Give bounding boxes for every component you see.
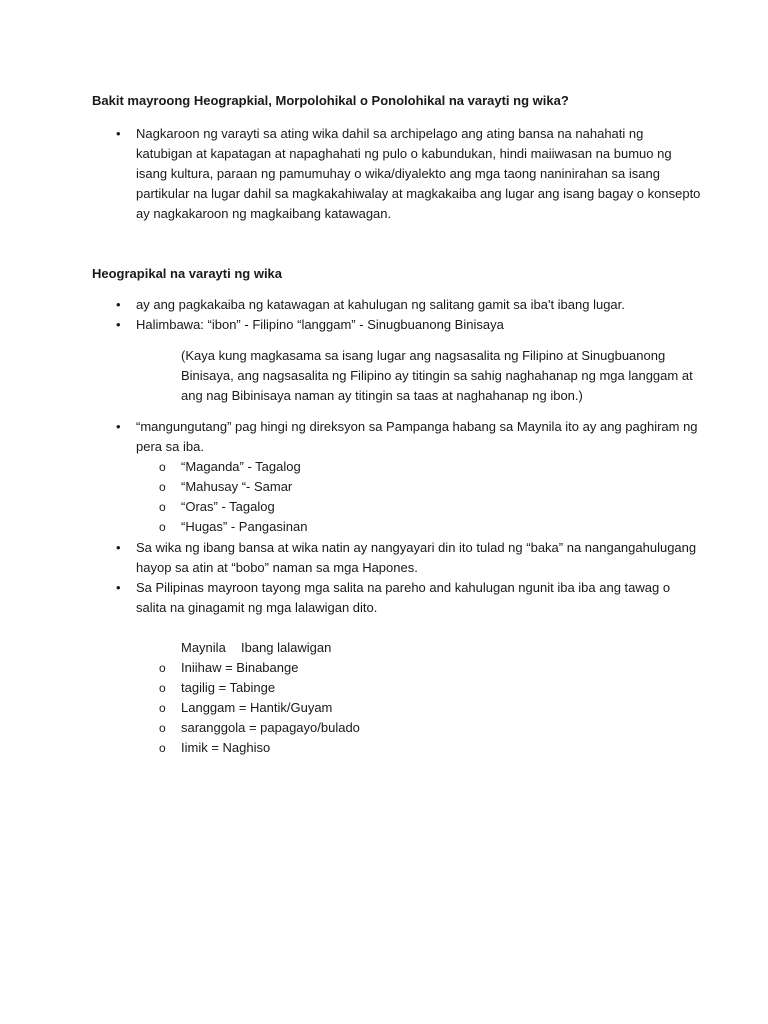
sub-bullet-icon: o <box>159 741 166 755</box>
bullet-icon: • <box>116 580 121 595</box>
sub-bullet-icon: o <box>159 500 166 514</box>
paragraph-line: partikular na lugar dahil sa magkakahiwalay at magkakaiba ang lugar ang isang bagay o konsepto <box>136 186 701 201</box>
list-item: “mangungutang” pag hingi ng direksyon sa Pampanga habang sa Maynila ito ay ang paghiram ng <box>136 419 698 434</box>
paragraph-line: Nagkaroon ng varayti sa ating wika dahil sa archipelago ang ating bansa na nahahati ng <box>136 126 644 141</box>
sub-bullet-icon: o <box>159 681 166 695</box>
sub-list-item: Iimik = Naghiso <box>181 740 271 755</box>
sub-list-item: tagilig = Tabinge <box>181 680 276 695</box>
sub-list-item: “Hugas” - Pangasinan <box>181 519 308 534</box>
sub-list-item: saranggola = papagayo/bulado <box>181 720 360 735</box>
sub-list-item: “Mahusay “- Samar <box>181 479 293 494</box>
paragraph-line: ay nagkakaroon ng magkaibang katawagan. <box>136 206 392 221</box>
sub-bullet-icon: o <box>159 480 166 494</box>
bullet-icon: • <box>116 126 121 141</box>
list-item: pera sa iba. <box>136 439 204 454</box>
sub-list-item: “Maganda” - Tagalog <box>181 459 301 474</box>
bullet-icon: • <box>116 540 121 555</box>
sub-bullet-icon: o <box>159 460 166 474</box>
paragraph-line: katubigan at kapatagan at napaghahati ng pulo o kabundukan, hindi maiiwasan na bumuo ng <box>136 146 672 161</box>
sub-bullet-icon: o <box>159 661 166 675</box>
sub-bullet-icon: o <box>159 520 166 534</box>
sub-list-item: Langgam = Hantik/Guyam <box>181 700 333 715</box>
list-item: ay ang pagkakaiba ng katawagan at kahulugan ng salitang gamit sa iba't ibang lugar. <box>136 297 625 312</box>
note-line: Binisaya, ang nagsasalita ng Filipino ay titingin sa sahig naghahanap ng mga langgam at <box>181 368 693 383</box>
sub-bullet-icon: o <box>159 701 166 715</box>
column-header-ibang-lalawigan: Ibang lalawigan <box>241 640 332 655</box>
note-line: ang nag Bibinisaya naman ay titingin sa taas at naghahanap ng ibon.) <box>181 388 583 403</box>
list-item: Sa wika ng ibang bansa at wika natin ay nangyayari din ito tulad ng “baka” na nangangahulugang <box>136 540 697 555</box>
note-line: (Kaya kung magkasama sa isang lugar ang nagsasalita ng Filipino at Sinugbuanong <box>181 348 666 363</box>
sub-list-item: Iniihaw = Binabange <box>181 660 299 675</box>
sub-list-item: “Oras” - Tagalog <box>181 499 275 514</box>
bullet-icon: • <box>116 419 121 434</box>
paragraph-line: isang kultura, paraan ng pamumuhay o wika/diyalekto ang mga taong naninirahan sa isang <box>136 166 660 181</box>
list-item: Sa Pilipinas mayroon tayong mga salita na pareho and kahulugan ngunit iba iba ang tawag o <box>136 580 671 595</box>
section-heading-heograpikal: Heograpikal na varayti ng wika <box>92 266 283 281</box>
sub-bullet-icon: o <box>159 721 166 735</box>
bullet-icon: • <box>116 317 121 332</box>
bullet-icon: • <box>116 297 121 312</box>
column-header-maynila: Maynila <box>181 640 226 655</box>
section-heading-varayti: Bakit mayroong Heograpkial, Morpolohikal o Ponolohikal na varayti ng wika? <box>92 93 569 108</box>
list-item: hayop sa atin at “bobo” naman sa mga Hapones. <box>136 560 418 575</box>
list-item: salita na ginagamit ng mga lalawigan dito. <box>136 600 378 615</box>
list-item: Halimbawa: “ibon” - Filipino “langgam” - Sinugbuanong Binisaya <box>136 317 504 332</box>
